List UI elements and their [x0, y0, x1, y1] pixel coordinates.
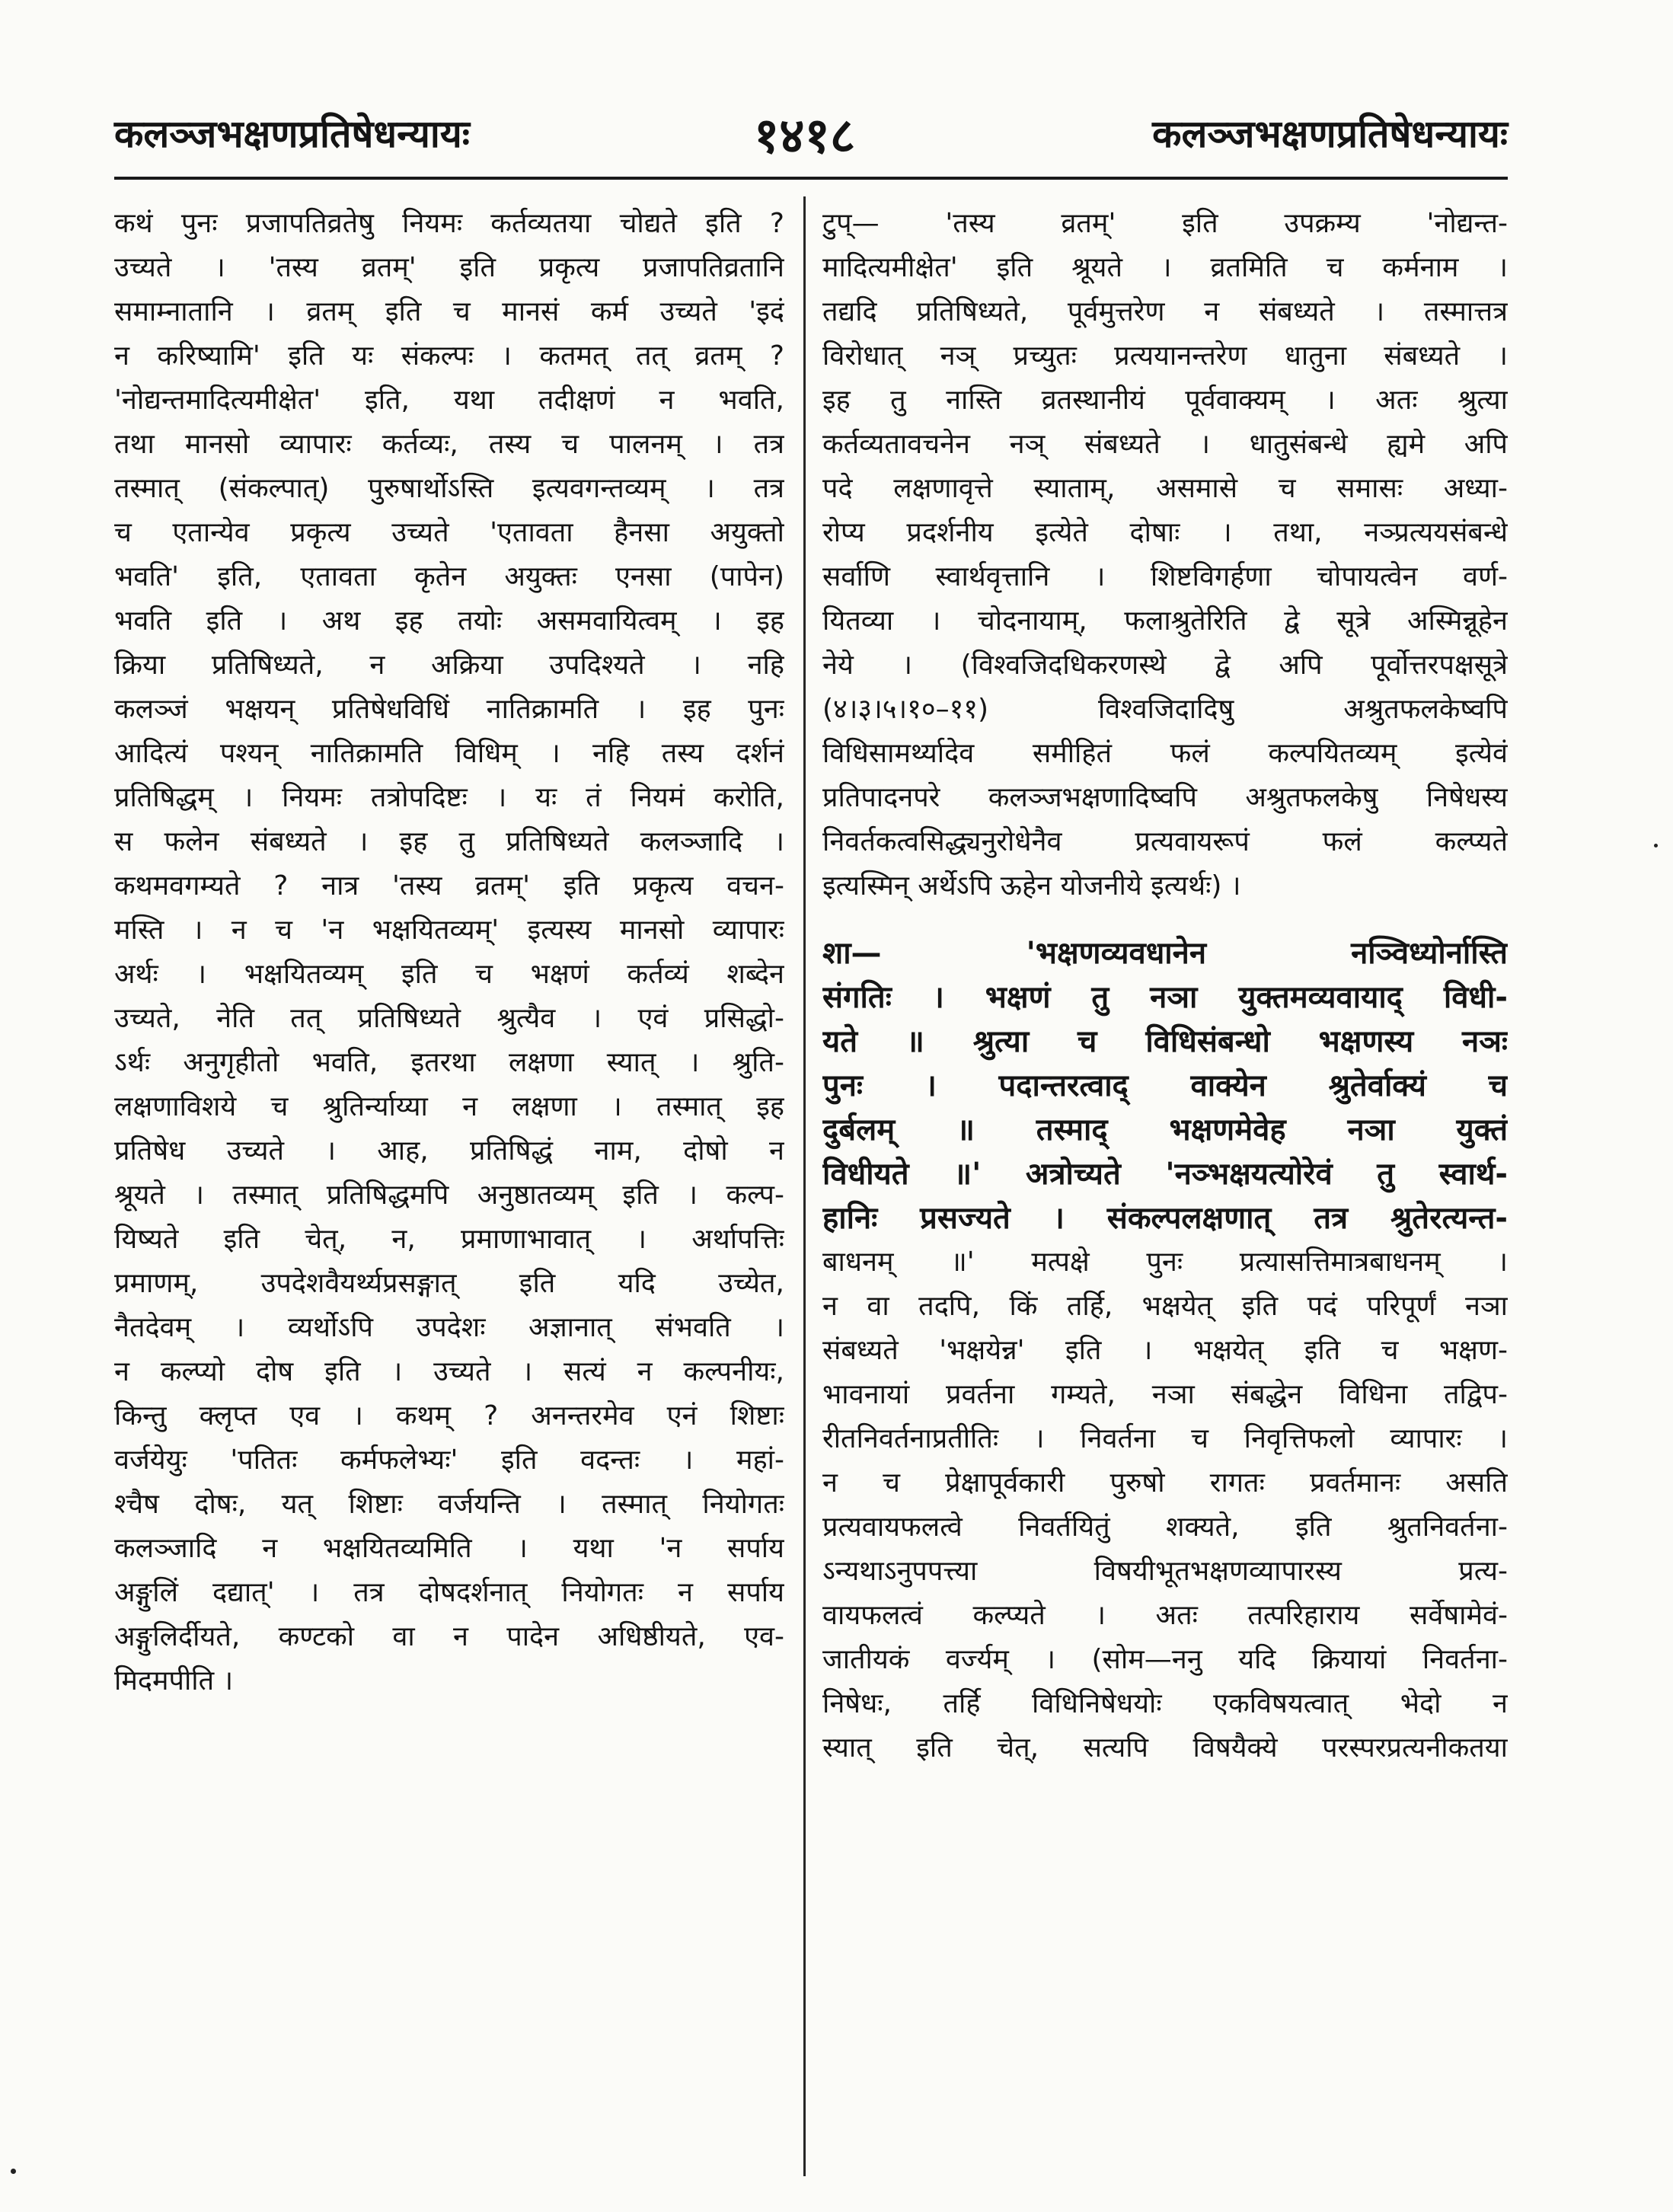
text-line: बाधनम् ॥' मत्पक्षे पुनः प्रत्यासत्तिमात्रबाधनम् । — [822, 1246, 1508, 1278]
text-line: तस्मात् (संकल्पात्) पुरुषार्थोऽस्ति इत्यवगन्तव्यम् । तत्र — [114, 473, 784, 504]
text-line: नेये । (विश्वजिदधिकरणस्थे द्वे अपि पूर्वोत्तरपक्षसूत्रे — [822, 650, 1508, 681]
left-column — [114, 202, 784, 1703]
text-line: कथं पुनः प्रजापतिव्रतेषु नियमः कर्तव्यतया चोद्यते इति ? — [114, 208, 784, 239]
text-line: प्रमाणम्, उपदेशवैयर्थ्यप्रसङ्गात् इति यदि उच्येत, — [114, 1268, 784, 1299]
text-line: आदित्यं पश्यन् नातिक्रामति विधिम् । नहि तस्य दर्शनं — [114, 738, 784, 769]
text-line: न वा तदपि, किं तर्हि, भक्षयेत् इति पदं परिपूर्णं नञा — [822, 1291, 1508, 1322]
verse-line: दुर्बलम् ॥ तस्माद् भक्षणमेवेह नञा युक्तं — [822, 1112, 1508, 1147]
text-line: प्रतिपादनपरे कलञ्जभक्षणादिष्वपि अश्रुतफलकेषु निषेधस्य — [822, 782, 1508, 813]
text-line: प्रतिषिद्धम् । नियमः तत्रोपदिष्टः । यः तं नियमं करोति, — [114, 782, 784, 813]
text-line: वायफलत्वं कल्प्यते । अतः तत्परिहाराय सर्वेषामेवं- — [822, 1600, 1508, 1631]
column-divider — [803, 196, 806, 2176]
text-line: पदे लक्षणावृत्ते स्याताम्, असमासे च समासः अध्या- — [822, 473, 1508, 504]
text-line: अङ्गुलिर्दीयते, कण्टको वा न पादेन अधिष्ठीयते, एव- — [114, 1621, 784, 1652]
text-line: उच्यते, नेति तत् प्रतिषिध्यते श्रुत्यैव । एवं प्रसिद्धो- — [114, 1003, 784, 1034]
text-line: कथमवगम्यते ? नात्र 'तस्य व्रतम्' इति प्रकृत्य वचन- — [114, 870, 784, 902]
text-line: इह तु नास्ति व्रतस्थानीयं पूर्ववाक्यम् । अतः श्रुत्या — [822, 385, 1508, 416]
text-line: सर्वाणि स्वार्थवृत्तानि । शिष्टविगर्हणा चोपायत्वेन वर्ण- — [822, 561, 1508, 592]
text-line: नैतदेवम् । व्यर्थोऽपि उपदेशः अज्ञानात् संभवति । — [114, 1312, 784, 1343]
text-line: भवति' इति, एतावता कृतेन अयुक्तः एनसा (पापेन) — [114, 561, 784, 592]
verse-line: विधीयते ॥' अत्रोच्यते 'नञ्भक्षयत्योरेवं तु स्वार्थ- — [822, 1157, 1508, 1192]
text-line: मादित्यमीक्षेत' इति श्रूयते । व्रतमिति च कर्मनाम । — [822, 252, 1508, 283]
text-line: स्यात् इति चेत्, सत्यपि विषयैक्ये परस्परप्रत्यनीकतया — [822, 1732, 1508, 1764]
text-line: न कल्प्यो दोष इति । उच्यते । सत्यं न कल्पनीयः, — [114, 1356, 784, 1387]
text-line: रोप्य प्रदर्शनीय इत्येते दोषाः । तथा, नञ्प्रत्ययसंबन्धे — [822, 517, 1508, 548]
text-line: मस्ति । न च 'न भक्षयितव्यम्' इत्यस्य मानसो व्यापारः — [114, 914, 784, 946]
text-line: कर्तव्यतावचनेन नञ् संबध्यते । धातुसंबन्धे ह्यमे अपि — [822, 429, 1508, 460]
text-line: प्रतिषेध उच्यते । आह, प्रतिषिद्धं नाम, दोषो न — [114, 1135, 784, 1167]
text-line: समाम्नातानि । व्रतम् इति च मानसं कर्म उच्यते 'इदं — [114, 296, 784, 327]
text-line: मिदमपीति । — [114, 1665, 234, 1697]
paragraph-gap — [822, 908, 1508, 931]
text-line: श्चैष दोषः, यत् शिष्टाः वर्जयन्ति । तस्मात् नियोगतः — [114, 1489, 784, 1520]
text-line: श्रूयते । तस्मात् प्रतिषिद्धमपि अनुष्ठातव्यम् इति । कल्प- — [114, 1179, 784, 1211]
page-header — [114, 107, 1508, 168]
verse-line: संगतिः । भक्षणं तु नञा युक्तमव्यवायाद् विधी- — [822, 980, 1508, 1015]
text-line: टुप्— 'तस्य व्रतम्' इति उपक्रम्य 'नोद्यन्त- — [822, 208, 1508, 239]
running-title-right: कलञ्जभक्षणप्रतिषेधन्यायः — [1152, 112, 1508, 156]
text-line: भवति इति । अथ इह तयोः असमवायित्वम् । इह — [114, 605, 784, 637]
running-title-left: कलञ्जभक्षणप्रतिषेधन्यायः — [114, 112, 470, 156]
text-line: निषेधः, तर्हि विधिनिषेधयोः एकविषयत्वात् भेदो न — [822, 1688, 1508, 1719]
text-line: क्रिया प्रतिषिध्यते, न अक्रिया उपदिश्यते । नहि — [114, 650, 784, 681]
text-line: तथा मानसो व्यापारः कर्तव्यः, तस्य च पालनम् । तत्र — [114, 429, 784, 460]
text-line: कलञ्जादि न भक्षयितव्यमिति । यथा 'न सर्पाय — [114, 1533, 784, 1564]
right-column — [822, 202, 1508, 1770]
text-line: भावनायां प्रवर्तना गम्यते, नञा संबद्धेन विधिना तद्विप- — [822, 1379, 1508, 1410]
text-line: न च प्रेक्षापूर्वकारी पुरुषो रागतः प्रवर्तमानः असति — [822, 1467, 1508, 1499]
verse-line: हानिः प्रसज्यते । संकल्पलक्षणात् तत्र श्रुतेरत्यन्त- — [822, 1201, 1508, 1236]
text-line: स फलेन संबध्यते । इह तु प्रतिषिध्यते कलञ्जादि । — [114, 826, 784, 857]
text-line: तद्यदि प्रतिषिध्यते, पूर्वमुत्तरेण न संबध्यते । तस्मात्तत्र — [822, 296, 1508, 327]
text-line: यिष्यते इति चेत्, न, प्रमाणाभावात् । अर्थापत्तिः — [114, 1224, 784, 1255]
text-line: अङ्गुलिं दद्यात्' । तत्र दोषदर्शनात् नियोगतः न सर्पाय — [114, 1577, 784, 1608]
text-line: ऽर्थः अनुगृहीतो भवति, इतरथा लक्षणा स्यात् । श्रुति- — [114, 1047, 784, 1078]
text-line: (४।३।५।१०–११) विश्वजिदादिषु अश्रुतफलकेष्वपि — [822, 694, 1508, 725]
text-line: लक्षणाविशये च श्रुतिर्न्याय्या न लक्षणा । तस्मात् इह — [114, 1091, 784, 1122]
text-line: वर्जयेयुः 'पतितः कर्मफलेभ्यः' इति वदन्तः । महां- — [114, 1444, 784, 1476]
scan-speck — [11, 2169, 16, 2174]
verse-line: शा— 'भक्षणव्यवधानेन नञ्विध्योर्नास्ति — [822, 936, 1508, 971]
text-line: विरोधात् नञ् प्रच्युतः प्रत्ययानन्तरेण धातुना संबध्यते । — [822, 340, 1508, 372]
text-line: निवर्तकत्वसिद्ध्यनुरोधेनैव प्रत्यवायरूपं फलं कल्प्यते — [822, 826, 1508, 857]
text-line: विधिसामर्थ्यादेव समीहितं फलं कल्पयितव्यम् इत्येवं — [822, 738, 1508, 769]
verse-line: पुनः । पदान्तरत्वाद् वाक्येन श्रुतेर्वाक्यं च — [822, 1068, 1508, 1103]
text-line: प्रत्यवायफलत्वे निवर्तयितुं शक्यते, इति श्रुतनिवर्तना- — [822, 1511, 1508, 1543]
text-line: इत्यस्मिन् अर्थेऽपि ऊहेन योजनीये इत्यर्थः) । — [822, 870, 1241, 902]
text-line: अर्थः । भक्षयितव्यम् इति च भक्षणं कर्तव्यं शब्देन — [114, 959, 784, 990]
text-line: उच्यते । 'तस्य व्रतम्' इति प्रकृत्य प्रजापतिव्रतानि — [114, 252, 784, 283]
header-rule — [114, 177, 1508, 180]
text-line: 'नोद्यन्तमादित्यमीक्षेत' इति, यथा तदीक्षणं न भवति, — [114, 385, 784, 416]
scan-speck — [1654, 844, 1658, 847]
text-line: रीतनिवर्तनाप्रतीतिः । निवर्तना च निवृत्तिफलो व्यापारः । — [822, 1423, 1508, 1454]
text-line: संबध्यते 'भक्षयेन्न' इति । भक्षयेत् इति च भक्षण- — [822, 1335, 1508, 1366]
verse-line: यते ॥ श्रुत्या च विधिसंबन्धो भक्षणस्य नञः — [822, 1024, 1508, 1059]
text-line: किन्तु क्लृप्त एव । कथम् ? अनन्तरमेव एनं शिष्टाः — [114, 1400, 784, 1432]
text-line: जातीयकं वर्ज्यम् । (सोम—ननु यदि क्रियायां निवर्तना- — [822, 1644, 1508, 1675]
text-line: ऽन्यथाऽनुपपत्त्या विषयीभूतभक्षणव्यापारस्य प्रत्य- — [822, 1556, 1508, 1587]
page-number: १४१८ — [754, 108, 856, 164]
text-line: न करिष्यामि' इति यः संकल्पः । कतमत् तत् व्रतम् ? — [114, 340, 784, 372]
text-line: कलञ्जं भक्षयन् प्रतिषेधविधिं नातिक्रामति । इह पुनः — [114, 694, 784, 725]
text-line: यितव्या । चोदनायाम्, फलाश्रुतेरिति द्वे सूत्रे अस्मिन्नूहेन — [822, 605, 1508, 637]
text-line: च एतान्येव प्रकृत्य उच्यते 'एतावता हैनसा अयुक्तो — [114, 517, 784, 548]
